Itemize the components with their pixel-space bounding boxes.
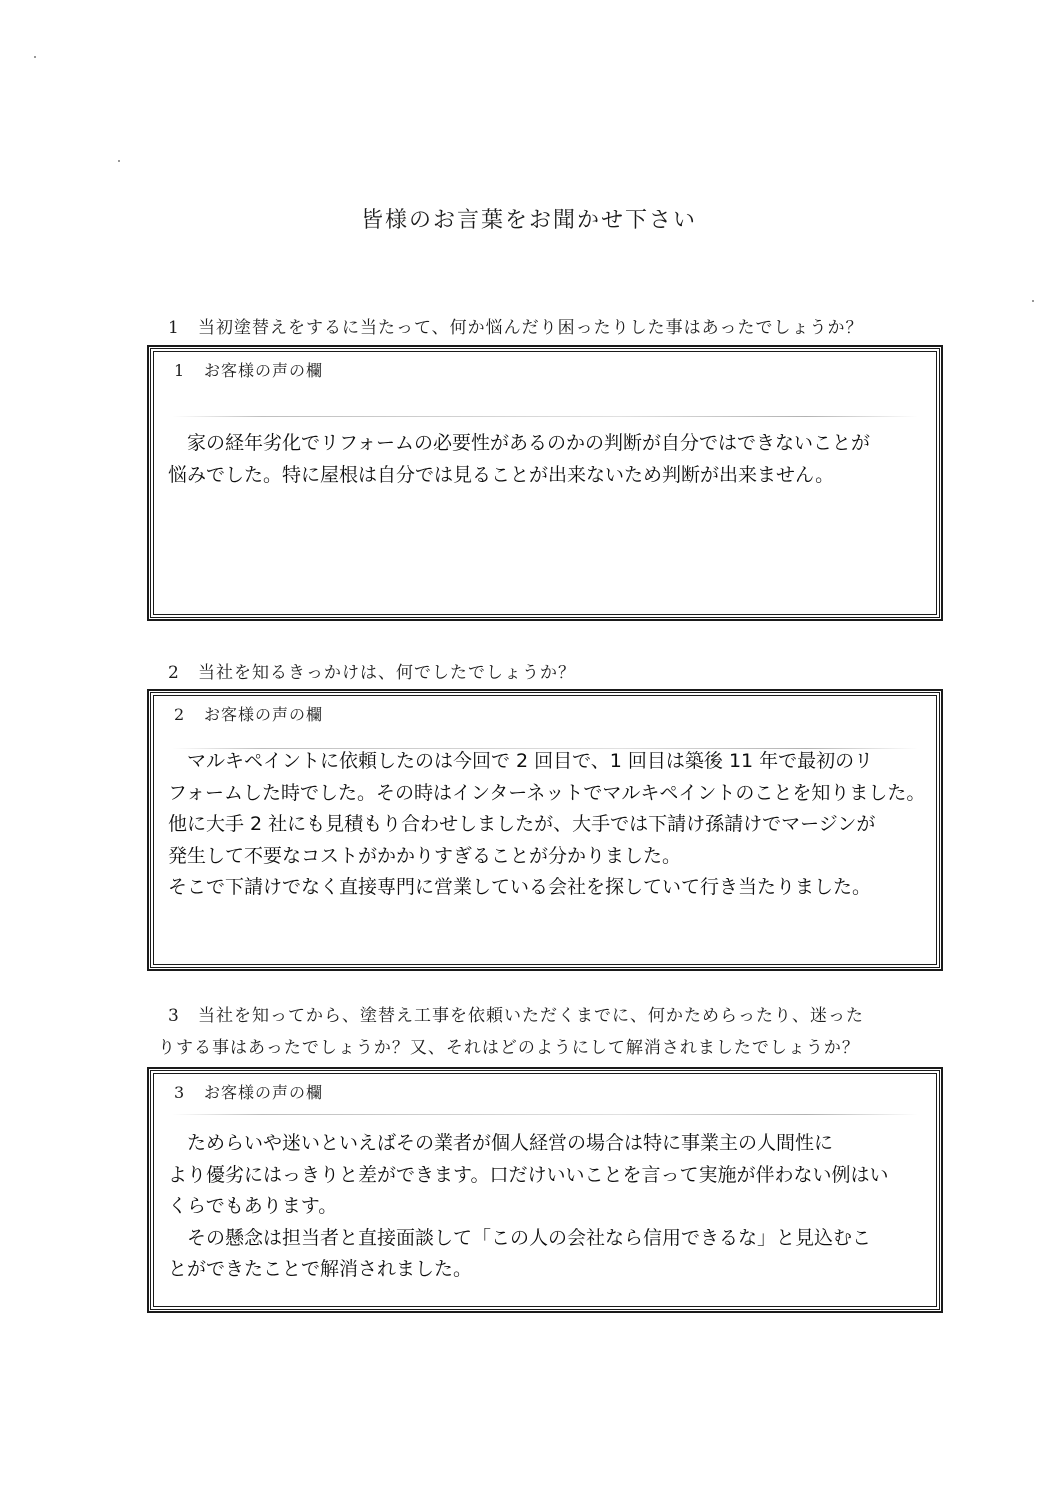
writing-line bbox=[172, 1114, 918, 1115]
box-label bbox=[174, 702, 323, 725]
answer-line: とができたことで解消されました。 bbox=[168, 1258, 473, 1280]
box-label-number: 1 bbox=[174, 361, 186, 380]
question-3 bbox=[158, 1000, 938, 1064]
question-2 bbox=[168, 657, 938, 689]
answer-line: 他に大手 2 社にも見積もり合わせしましたが、大手では下請け孫請けでマージンが bbox=[168, 813, 876, 835]
answer-box-1 bbox=[150, 348, 940, 618]
box-label bbox=[174, 358, 323, 381]
answer-text-2 bbox=[168, 746, 926, 904]
answer-line: マルキペイントに依頼したのは今回で 2 回目で、1 回目は築後 11 年で最初のリ bbox=[168, 750, 874, 772]
box-label-number: 2 bbox=[174, 705, 186, 724]
answer-line: 家の経年劣化でリフォームの必要性があるのかの判断が自分ではできないことが bbox=[168, 432, 871, 454]
question-text: 当社を知るきっかけは、何でしたでしょうか？ bbox=[198, 663, 576, 683]
question-number: 2 bbox=[168, 663, 180, 683]
answer-text-1 bbox=[168, 428, 922, 491]
question-text: 当社を知ってから、塗替え工事を依頼いただくまでに、何かためらったり、迷った bbox=[198, 1006, 864, 1026]
answer-line: ためらいや迷いといえばその業者が個人経営の場合は特に事業主の人間性に bbox=[168, 1132, 834, 1154]
answer-line: くらでもあります。 bbox=[168, 1195, 338, 1217]
scan-speck bbox=[1032, 300, 1034, 302]
writing-line bbox=[172, 416, 918, 417]
answer-line: より優劣にはっきりと差ができます。口だけいいことを言って実施が伴わない例はい bbox=[168, 1163, 889, 1186]
scan-speck bbox=[34, 56, 36, 58]
question-text: 当初塗替えをするに当たって、何か悩んだり困ったりした事はあったでしょうか？ bbox=[198, 318, 864, 338]
box-label-text: お客様の声の欄 bbox=[204, 361, 324, 380]
answer-box-3 bbox=[150, 1070, 940, 1310]
box-label-text: お客様の声の欄 bbox=[204, 1083, 324, 1102]
answer-line: そこで下請けでなく直接専門に営業している会社を探していて行き当たりました。 bbox=[168, 876, 872, 898]
box-label-text: お客様の声の欄 bbox=[204, 705, 324, 724]
box-label-number: 3 bbox=[174, 1083, 186, 1102]
question-number: 1 bbox=[168, 318, 180, 338]
box-label bbox=[174, 1080, 323, 1103]
answer-text-3 bbox=[168, 1128, 922, 1286]
page-title: 皆様のお言葉をお聞かせ下さい bbox=[360, 208, 697, 233]
question-text: りする事はあったでしょうか？又、それはどのようにして解消されましたでしょうか？ bbox=[158, 1038, 860, 1058]
answer-line: 悩みでした。特に屋根は自分では見ることが出来ないため判断が出来ません。 bbox=[168, 463, 835, 486]
answer-line: 発生して不要なコストがかかりすぎることが分かりました。 bbox=[168, 844, 682, 867]
answer-box-2 bbox=[150, 692, 940, 968]
answer-line: フォームした時でした。その時はインターネットでマルキペイントのことを知りました。 bbox=[168, 781, 926, 804]
question-number: 3 bbox=[168, 1006, 180, 1026]
question-1 bbox=[168, 312, 938, 344]
scan-speck bbox=[118, 160, 120, 162]
answer-line: その懸念は担当者と直接面談して「この人の会社なら信用できるな」と見込むこ bbox=[168, 1226, 872, 1249]
